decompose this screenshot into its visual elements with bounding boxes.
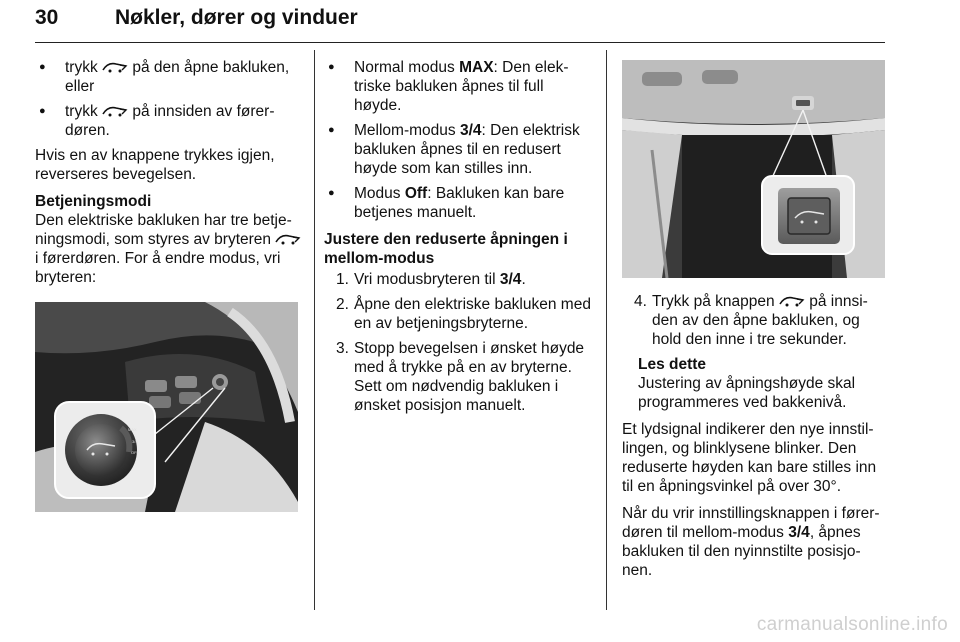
step-item: 2. Åpne den elektriske bakluken med en av betjeningsbryterne. (336, 296, 591, 332)
section-heading: Justere den reduserte åpningen i mellom-modus (324, 231, 568, 267)
note-box (622, 355, 890, 412)
paragraph: Et lydsignal indikerer den nye innstil-lingen, og blinklysene blinker. Den reduserte høyden kan bare stilles inn til en åpningsvinkel på over 30°. (622, 421, 877, 495)
column-3 (622, 292, 890, 588)
tailgate-icon (275, 233, 301, 245)
paragraph: Den elektriske bakluken har tre betje-ningsmodi, som styres av bryteren i førerdøren. For å endre modus, vri bryteren: (35, 211, 303, 287)
bullet-item: ● trykk på innsiden av fører-døren. (35, 102, 303, 140)
chapter-title: Nøkler, dører og vinduer (115, 6, 358, 29)
bullet-item: ● Modus Off: Bakluken kan bare betjenes manuelt. (324, 184, 594, 222)
page-number: 30 (35, 6, 59, 29)
column-divider-1 (314, 50, 315, 610)
note-text: Justering av åpningshøyde skal programmeres ved bakkenivå. (638, 375, 856, 411)
tailgate-icon (779, 295, 805, 307)
knob-label-max: MAX (128, 427, 137, 432)
knob-label-off: OFF (131, 450, 139, 455)
step-item: 1. Vri modusbryteren til 3/4. (336, 271, 526, 288)
step-item: 3. Stopp bevegelsen i ønsket høyde med å trykke på en av bryterne. Sett om nødvendig bakluken i ønsket posisjon manuelt. (336, 340, 585, 414)
column-divider-2 (606, 50, 607, 610)
bullet-item: ● Mellom-modus 3/4: Den elektrisk bakluken åpnes til en redusert høyde som kan stilles inn. (324, 121, 594, 178)
door-switch-figure (35, 302, 298, 512)
bullet-item: ● trykk på den åpne bakluken, eller (35, 58, 303, 96)
column-2 (324, 58, 594, 421)
step-item: 4. Trykk på knappen på innsi-den av den åpne bakluken, og hold den inne i tre sekunder. (634, 293, 868, 348)
header-rule (35, 42, 885, 43)
tailgate-button-illustration (622, 60, 885, 278)
section-heading: Betjeningsmodi (35, 193, 152, 210)
knob-label-3-4: 3/4 (132, 439, 138, 444)
tailgate-button-figure (622, 60, 885, 278)
bullet-item: ● Normal modus MAX: Den elek-triske bakluken åpnes til full høyde. (324, 58, 594, 115)
watermark: carmanualsonline.info (756, 614, 948, 635)
page-header (35, 4, 885, 44)
tailgate-icon (102, 61, 128, 73)
door-switch-illustration (35, 302, 298, 512)
paragraph: Når du vrir innstillingsknappen i fører-døren til mellom-modus 3/4, åpnes bakluken til den nyinnstilte posisjo-nen. (622, 505, 880, 579)
paragraph: Hvis en av knappene trykkes igjen, reverseres bevegelsen. (35, 147, 275, 183)
note-title: Les dette (638, 356, 707, 373)
column-1 (35, 58, 303, 295)
tailgate-icon (102, 105, 128, 117)
